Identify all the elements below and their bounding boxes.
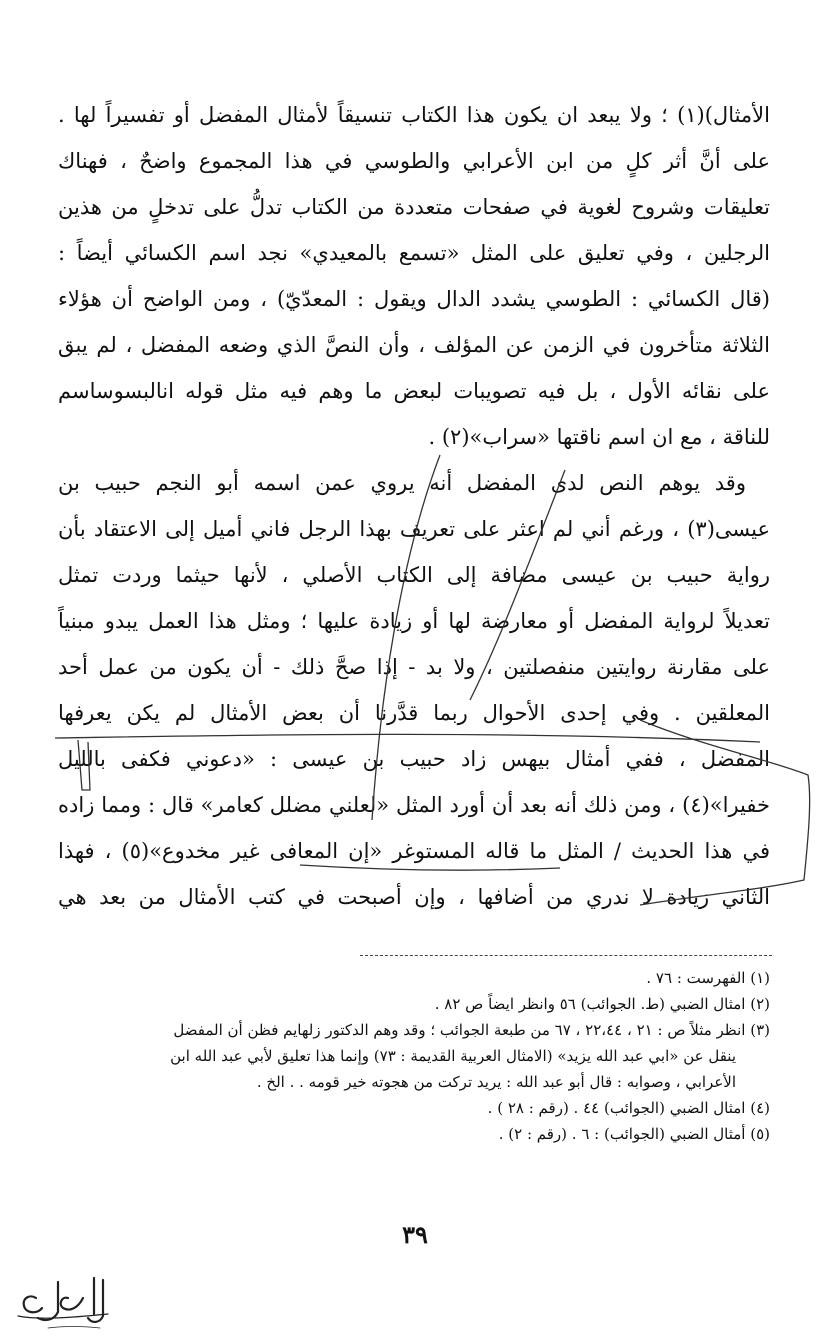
body-line: على أنَّ أثر كلٍ من ابن الأعرابي والطوسي في هذا المجموع واضحٌ ، فهناك (58, 149, 770, 173)
body-line: المعلقين . وفي إحدى الأحوال ربما قدَّرنا أن بعض الأمثال لم يكن يعرفها (58, 701, 770, 725)
footnote: (٥) أمثال الضبي (الجوائب) : ٦ . (رقم : ٢) . (498, 1125, 770, 1143)
main-body-text (58, 92, 770, 920)
footnote-continuation: ينقل عن «ابي عبد الله يزيد» (الامثال العربية القديمة : ٧٣) وإنما هذا تعليق لأبي عبد الله ابن (170, 1047, 736, 1065)
body-line: وقد يوهم النص لدى المفضل أنه يروي عمن اسمه أبو النجم حبيب بن (58, 471, 746, 495)
footnote: (٤) امثال الضبي (الجوائب) ٤٤ . (رقم : ٢٨ ) . (487, 1099, 770, 1117)
body-line: الثلاثة متأخرون في الزمن عن المؤلف ، وأن النصَّ الذي وضعه المفضل ، لم يبق (58, 333, 770, 357)
watermark-logo (8, 1268, 118, 1338)
body-line: للناقة ، مع ان اسم ناقتها «سراب»(٢) . (428, 425, 770, 449)
body-line: الأمثال)(١) ؛ ولا يبعد ان يكون هذا الكتاب تنسيقاً لأمثال المفضل أو تفسيراً لها . (58, 103, 770, 127)
body-line: تعديلاً لرواية المفضل أو معارضة لها أو زيادة عليها ؛ ومثل هذا العمل يبدو مبنياً (58, 609, 770, 633)
body-line: على نقائه الأول ، بل فيه تصويبات لبعض ما وهم فيه مثل قوله انالبسوساسم (58, 379, 770, 403)
body-line: في هذا الحديث / المثل ما قاله المستوغر «إن المعافى غير مخدوع»(٥) ، فهذا (58, 839, 770, 863)
body-line: الثاني زيادة لا ندري من أضافها ، وإن أصبحت في كتب الأمثال من بعد هي (58, 885, 770, 909)
footnote-continuation: الأعرابي ، وصوابه : قال أبو عبد الله : يريد تركت من هجوته خير قومه . . الخ . (256, 1073, 736, 1091)
body-line: عيسى(٣) ، ورغم أني لم اعثر على تعريف بهذا الرجل فاني أميل إلى الاعتقاد بأن (58, 517, 770, 541)
footnotes (50, 965, 770, 1147)
footnote: (٣) انظر مثلاً ص : ٢١ ، ٢٢،٤٤ ، ٦٧ من طبعة الجوائب ؛ وقد وهم الدكتور زلهايم فظن أن المفضل (173, 1021, 770, 1039)
body-line: (قال الكسائي : الطوسي يشدد الدال ويقول : المعدّيّ) ، ومن الواضح أن هؤلاء (58, 287, 770, 311)
footnote: (١) الفهرست : ٧٦ . (646, 969, 770, 987)
body-line: الرجلين ، وفي تعليق على المثل «تسمع بالمعيدي» نجد اسم الكسائي أيضاً : (58, 241, 770, 265)
footnote-divider (360, 955, 772, 956)
footnote: (٢) امثال الضبي (ط. الجوائب) ٥٦ وانظر ايضاً ص ٨٢ . (434, 995, 770, 1013)
body-line: رواية حبيب بن عيسى مضافة إلى الكتاب الأصلي ، لأنها حيثما وردت تمثل (58, 563, 770, 587)
body-line: خفيرا»(٤) ، ومن ذلك أنه بعد أن أورد المثل «لعلني مضلل كعامر» قال : ومما زاده (58, 793, 770, 817)
body-line: المفضل ، ففي أمثال بيهس زاد حبيب بن عيسى : «دعوني فكفى بالليل (58, 747, 770, 771)
body-line: على مقارنة روايتين منفصلتين ، ولا بد - إذا صحَّ ذلك - أن يكون من عمل أحد (58, 655, 770, 679)
body-line: تعليقات وشروح لغوية في صفحات متعددة من الكتاب تدلُّ على تدخلٍ من هذين (58, 195, 770, 219)
page-number: ٣٩ (402, 1220, 428, 1249)
